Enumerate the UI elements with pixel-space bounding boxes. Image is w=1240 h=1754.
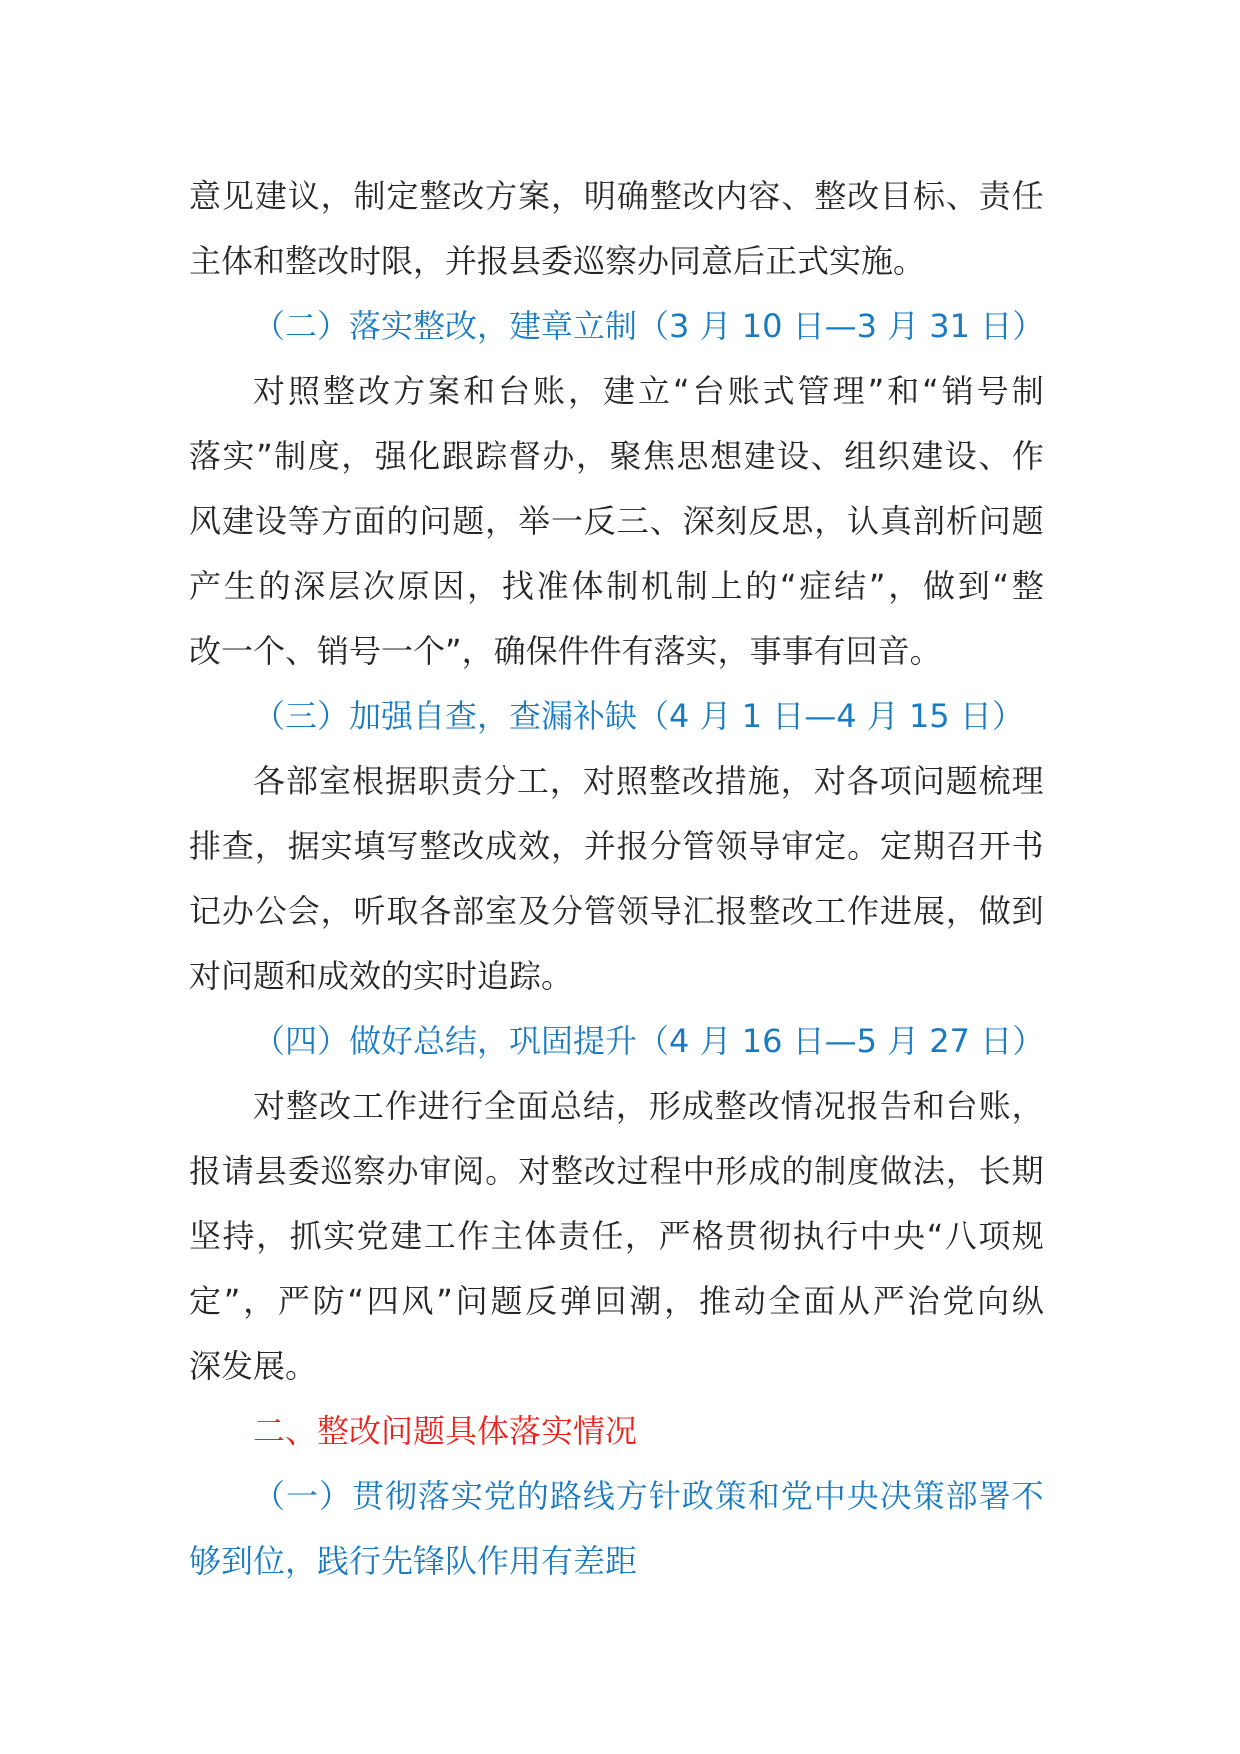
body-line: 主体和整改时限，并报县委巡察办同意后正式实施。 <box>189 242 926 280</box>
body-line: 深发展。 <box>189 1347 318 1385</box>
body-line: 对问题和成效的实时追踪。 <box>189 957 574 995</box>
body-line: 排 查 ， 据 实 填 写 整 改 成 效 ， 并 报 分 管 领 导 审 定 。 定 期 召 开 书 <box>189 827 1044 865</box>
section-subheading: （四）做好总结，巩固提升（4 月 16 日—5 月 27 日） <box>253 1022 1045 1060</box>
body-line: 产 生 的 深 层 次 原 因 ， 找 准 体 制 机 制 上 的 “ 症 结 ” ， 做 到 “ 整 <box>189 567 1044 605</box>
section-subheading: （二）落实整改，建章立制（3 月 10 日—3 月 31 日） <box>253 307 1045 345</box>
body-line: 对 整 改 工 作 进 行 全 面 总 结 ， 形 成 整 改 情 况 报 告 和 台 账 ， <box>253 1087 1044 1125</box>
body-line: 记 办 公 会 ， 听 取 各 部 室 及 分 管 领 导 汇 报 整 改 工 作 进 展 ， 做 到 <box>189 892 1044 930</box>
body-line: 风 建 设 等 方 面 的 问 题 ， 举 一 反 三 、 深 刻 反 思 ， 认 真 剖 析 问 题 <box>189 502 1044 540</box>
section-subheading: （ 一 ） 贯 彻 落 实 党 的 路 线 方 针 政 策 和 党 中 央 决 策 部 署 不 <box>253 1477 1044 1515</box>
document-page <box>189 164 1044 1594</box>
body-line: 对 照 整 改 方 案 和 台 账 ， 建 立 “ 台 账 式 管 理 ” 和 “ 销 号 制 <box>253 372 1044 410</box>
body-line: 报 请 县 委 巡 察 办 审 阅 。 对 整 改 过 程 中 形 成 的 制 度 做 法 ， 长 期 <box>189 1152 1044 1190</box>
section-subheading: （三）加强自查，查漏补缺（4 月 1 日—4 月 15 日） <box>253 697 1024 735</box>
section-heading: 二、整改问题具体落实情况 <box>253 1412 638 1450</box>
body-line: 意 见 建 议 ， 制 定 整 改 方 案 ， 明 确 整 改 内 容 、 整 改 目 标 、 责 任 <box>189 177 1044 215</box>
section-subheading: 够到位，践行先锋队作用有差距 <box>189 1542 638 1580</box>
body-line: 改一个、销号一个”，确保件件有落实，事事有回音。 <box>189 632 942 670</box>
body-line: 坚 持 ， 抓 实 党 建 工 作 主 体 责 任 ， 严 格 贯 彻 执 行 中 央 “ 八 项 规 <box>189 1217 1044 1255</box>
body-line: 各 部 室 根 据 职 责 分 工 ， 对 照 整 改 措 施 ， 对 各 项 问 题 梳 理 <box>253 762 1044 800</box>
body-line: 落 实 ” 制 度 ， 强 化 跟 踪 督 办 ， 聚 焦 思 想 建 设 、 组 织 建 设 、 作 <box>189 437 1044 475</box>
body-line: 定 ” ， 严 防 “ 四 风 ” 问 题 反 弹 回 潮 ， 推 动 全 面 从 严 治 党 向 纵 <box>189 1282 1044 1320</box>
